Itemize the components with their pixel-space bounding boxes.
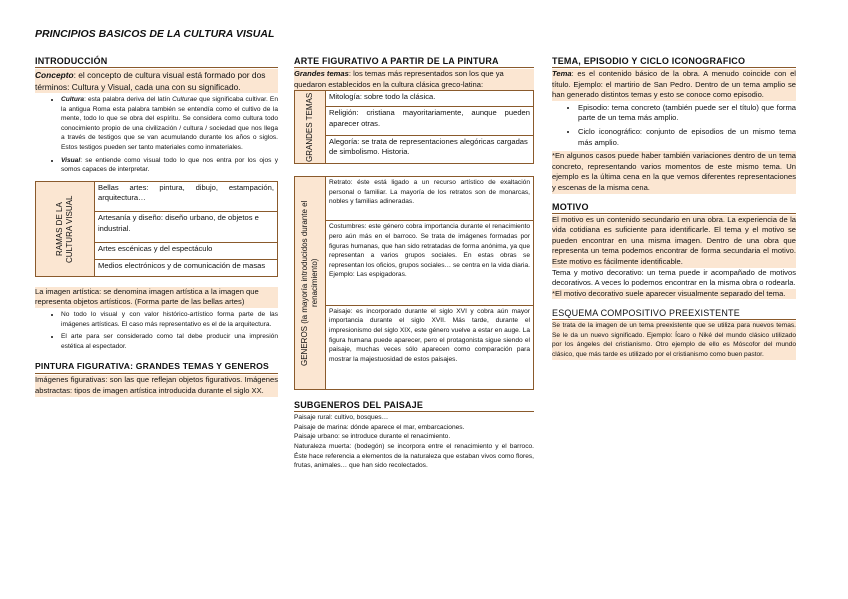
list-item: • Cultura: esta palabra deriva del latín Culturae que significaba cultivar. En la antigua Roma esta palabra también se entendía como el cultivo de la mente, todo lo que se obra del espíritu. Se considera como cultura todo conocimiento propio de una civilización / cultura / sociedad que nos llega a través de testigos que se van acumulando durante los años o siglos. Estos testigos pueden ser tanto materiales como inmateriales.: [61, 95, 278, 153]
rama-row: Artesanía y diseño: diseño urbano, de objetos e industrial.: [95, 212, 278, 242]
concepto-block: [35, 69, 278, 93]
list-item: • No todo lo visual y con valor histórico-artístico forma parte de las imágenes artísticas. El caso más representativo es el de la arquitectura.: [61, 310, 278, 329]
grandes-table: [294, 90, 534, 164]
list-item: Paisaje de marina: dónde aparece el mar, embarcaciones.: [294, 423, 465, 431]
esquema-text: Se trata de la imagen de un tema preexistente que se utiliza para nuevos temas. Se le da un nuevo significado. Ejemplo: Ícaro o Niké del mundo clásico utilizado por los ángeles del cristianismo. Otro ejemplo de ello es Móscofor del mundo clásico, que más tarde es utilizado por el cristianismo como buen pastor.: [552, 322, 796, 359]
motivo-note-block: [552, 289, 796, 300]
esquema-block: [552, 321, 796, 359]
concepto-text: : el concepto de cultura visual está formado por dos términos: Cultura y Visual, cada una con su significado.: [35, 70, 266, 92]
document-title: PRINCIPIOS BASICOS DE LA CULTURA VISUAL: [35, 28, 275, 40]
list-item: • El arte para ser considerado como tal debe producir una impresión estética al espectador.: [61, 332, 278, 351]
ramas-table: [35, 181, 278, 277]
motivo-text-2: Tema y motivo decorativo: un tema puede ir acompañado de motivos decorativos. A veces lo podemos encontrar en la misma obra o rodearla.: [552, 267, 796, 288]
tema-note-block: [552, 151, 796, 193]
grandes-label: GRANDES TEMAS: [305, 92, 314, 162]
generos-row: Costumbres: este género cobra importancia durante el renacimiento pero aún más en el barroco. Se trata de imágenes formadas por figuras humanas, que han sido retratadas de forma anónima, ya que representan a varios grupos sociales. En estas obras se representan los oficios, grupos sociales… se centra en la vida diaria. Ejemplo: Las espigadoras.: [326, 221, 534, 305]
grandes-term: Grandes temas: [294, 69, 349, 78]
list-item: • Ciclo iconográfico: conjunto de episodios de un mismo tema más amplio.: [578, 127, 796, 148]
sub-list: [294, 413, 534, 471]
generos-table: [294, 176, 534, 390]
list-item: • Episodio: tema concreto (también puede ser el título) que forma parte de un tema más amplio.: [578, 103, 796, 124]
rama-row: Artes escénicas y del espectáculo: [95, 242, 278, 259]
motivo-block: [552, 215, 796, 268]
rama-row: Bellas artes: pintura, dibujo, estampación, arquitectura…: [95, 181, 278, 211]
concepto-term: Concepto: [35, 70, 74, 80]
tema-heading: TEMA, EPISODIO Y CICLO ICONOGRAFICO: [552, 56, 796, 68]
tema-block: [552, 69, 796, 101]
pintura-heading: PINTURA FIGURATIVA: GRANDES TEMAS Y GENEROS: [35, 361, 278, 374]
imagen-block: [35, 287, 278, 308]
ramas-label: RAMAS DE LA CULTURA VISUAL: [55, 195, 74, 263]
motivo-note: *El motivo decorativo suele aparecer visualmente separado del tema.: [552, 288, 786, 298]
column-1: [35, 56, 278, 397]
rama-row: Medios electrónicos y de comunicación de masas: [95, 259, 278, 276]
grandes-row: Religión: cristiana mayoritariamente, aunque pueden aparecer otras.: [326, 107, 534, 135]
generos-label: GENEROS (la mayoría introducidos durante el renacimiento): [300, 200, 319, 366]
motivo-heading: MOTIVO: [552, 202, 796, 214]
list-item: Paisaje urbano: se introduce durante el renacimiento.: [294, 433, 451, 441]
imagen-text: La imagen artística: se denomina imagen artística a la imagen que representa objetos artísticos. (Forma parte de las bellas artes): [35, 286, 259, 307]
pintura-text: Imágenes figurativas: son las que reflejan objetos figurativos. Imágenes abstractas: tipos de imagen artística introducida durante el siglo XX.: [35, 375, 278, 395]
tema-note: *En algunos casos puede haber también variaciones dentro de un tema concreto, representando varios momentos de este mismo tema. Un ejemplo es la última cena en la que vemos diferentes representaciones y escenas de la misma cena.: [552, 151, 796, 192]
generos-row: Paisaje: es incorporado durante el siglo XVI y cobra aún mayor importancia durante el siglo XVII. Más tarde, durante el impresionismo del siglo XIX, este género vuelve a estar en auge. La figura humana puede aparecer, pero el protagonista sigue siendo el paisaje, muchas veces sólo aparecen como comparación para mostrar la majestuosidad de estos paisajes.: [326, 305, 534, 389]
list-item: Paisaje rural: cultivo, bosques…: [294, 414, 389, 422]
arte-heading: ARTE FIGURATIVO A PARTIR DE LA PINTURA: [294, 56, 534, 68]
esquema-heading: ESQUEMA COMPOSITIVO PREEXISTENTE: [552, 308, 796, 320]
pintura-block: [35, 375, 278, 396]
sub-heading: SUBGENEROS DEL PAISAJE: [294, 400, 534, 412]
generos-row: Retrato: éste está ligado a un recurso artístico de exaltación personal o familiar. La mayoría de los retratos son de monarcas, nobles y familias adineradas.: [326, 177, 534, 221]
tema-list: [552, 103, 796, 148]
column-2: [294, 56, 534, 471]
list-item: Naturaleza muerta: (bodegón) se incorpora entre el renacimiento y el barroco. Éste hace referencia a elementos de la naturaleza que estaban vivos como flores, frutas, animales… que han sido recolectados.: [294, 442, 534, 470]
column-3: [552, 56, 796, 360]
imagen-list: [35, 310, 278, 351]
concepto-list: [35, 95, 278, 175]
grandes-block: [294, 69, 534, 90]
intro-heading: INTRODUCCIÓN: [35, 56, 278, 68]
tema-term: Tema: [552, 69, 572, 78]
list-item: • Visual: se entiende como visual todo lo que nos entra por los ojos y somos capaces de interpretar.: [61, 156, 278, 175]
grandes-label-cell: [295, 91, 326, 164]
grandes-row: Mitología: sobre todo la clásica.: [326, 91, 534, 107]
grandes-row: Alegoría: se trata de representaciones alegóricas cargadas de simbolismo. Historia.: [326, 135, 534, 164]
generos-label-cell: [295, 177, 326, 390]
tema-text: : es el contenido básico de la obra. A menudo coincide con el título. Ejemplo: el martirio de San Pedro. Dentro de un tema amplio se han generado distintos temas y esto se conoce como episodio.: [552, 69, 796, 100]
motivo-text: El motivo es un contenido secundario en una obra. La experiencia de la vida cotidiana es suficiente para identificarle. El tema y el motivo se pueden encontrar en una misma imagen. Dentro de una obra que representa un tema podemos encontrar de forma secundaria el motivo. Este motivo es fácilmente identificable.: [552, 214, 796, 266]
grandes-text: : los temas más representados son los que ya quedaron establecidos en la cultura clásica greco-latina:: [294, 69, 504, 89]
ramas-label-cell: [36, 181, 95, 276]
